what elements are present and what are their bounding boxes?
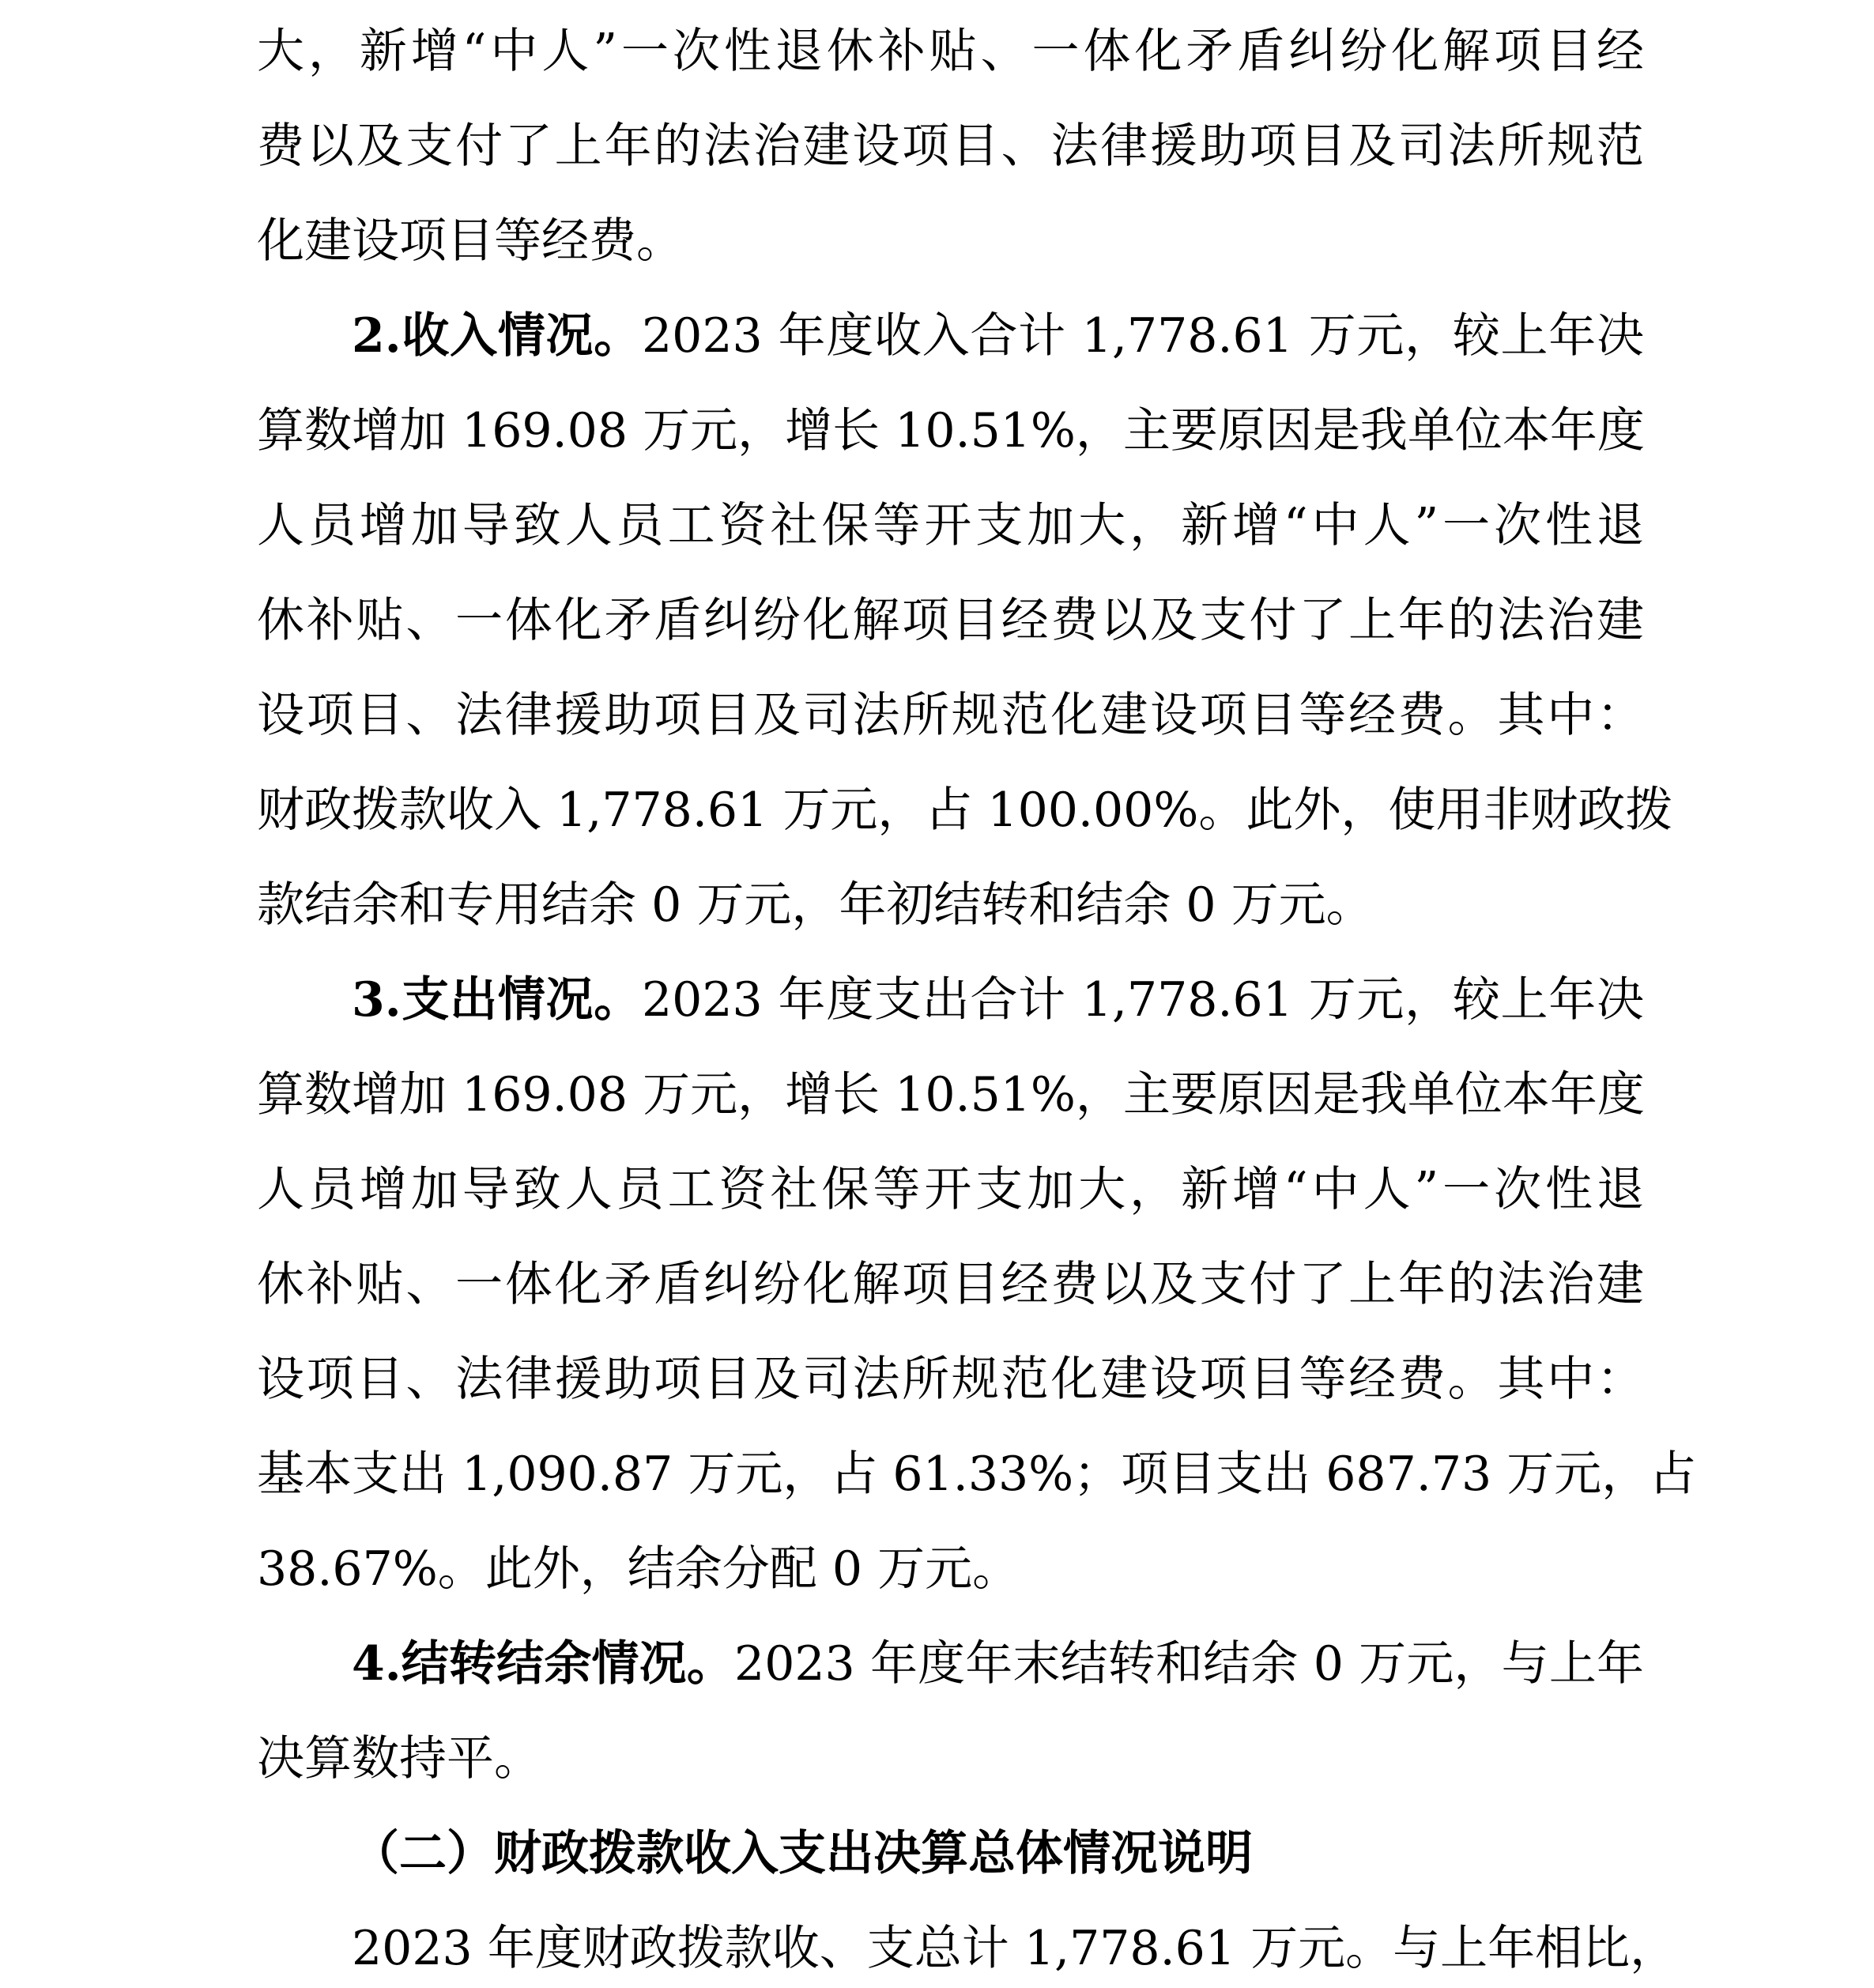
bold-text-run: （二）财政拨款收入支出决算总体情况说明: [352, 1826, 1253, 1881]
text-run: 费以及支付了上年的法治建设项目、法律援助项目及司法所规范: [257, 119, 1644, 174]
text-run: 款结余和专用结余 0 万元，年初结转和结余 0 万元。: [257, 877, 1374, 933]
text-run: 2023 年度财政拨款收、支总计 1,778.61 万元。与上年相比，: [352, 1921, 1678, 1976]
bold-text-run: 3.支出情况。: [352, 972, 642, 1028]
text-run: 休补贴、一体化矛盾纠纷化解项目经费以及支付了上年的法治建: [257, 593, 1644, 648]
para-income-line-7: [257, 858, 1644, 953]
para-income-line-5: [257, 668, 1644, 763]
text-run: 财政拨款收入 1,778.61 万元，占 100.00%。此外，使用非财政拨: [257, 783, 1673, 838]
document-body: [257, 4, 1697, 1988]
text-run: 2023 年度支出合计 1,778.61 万元，较上年决: [642, 972, 1644, 1028]
text-run: 休补贴、一体化矛盾纠纷化解项目经费以及支付了上年的法治建: [257, 1257, 1644, 1312]
heading-section-two-line-1: [257, 1806, 1644, 1901]
para-income-line-2: [257, 383, 1644, 478]
bold-text-run: 4.结转结余情况。: [352, 1636, 735, 1692]
text-run: 大，新增“中人”一次性退休补贴、一体化矛盾纠纷化解项目经: [257, 24, 1644, 79]
para-expenditure-line-7: [257, 1522, 1644, 1616]
para-continuation-line-3: [257, 194, 1644, 289]
text-run: 算数增加 169.08 万元，增长 10.51%，主要原因是我单位本年度: [257, 403, 1645, 458]
para-expenditure-line-1: [257, 953, 1644, 1047]
text-run: 38.67%。此外，结余分配 0 万元。: [257, 1541, 1020, 1597]
text-run: 决算数持平。: [257, 1731, 541, 1786]
para-expenditure-line-4: [257, 1237, 1644, 1332]
para-income-line-3: [257, 478, 1644, 573]
para-expenditure-line-6: [257, 1427, 1697, 1522]
para-expenditure-line-2: [257, 1047, 1644, 1142]
para-expenditure-line-5: [257, 1332, 1644, 1427]
text-run: 设项目、法律援助项目及司法所规范化建设项目等经费。其中：: [257, 1352, 1644, 1407]
text-run: 算数增加 169.08 万元，增长 10.51%，主要原因是我单位本年度: [257, 1067, 1645, 1122]
text-run: 化建设项目等经费。: [257, 213, 684, 269]
para-continuation-line-2: [257, 99, 1644, 194]
para-income-line-6: [257, 763, 1673, 858]
text-run: 人员增加导致人员工资社保等开支加大，新增“中人”一次性退: [257, 1162, 1644, 1217]
para-fiscal-total-line-1: [257, 1901, 1678, 1988]
text-run: 人员增加导致人员工资社保等开支加大，新增“中人”一次性退: [257, 498, 1644, 553]
bold-text-run: 2.收入情况。: [352, 308, 642, 364]
text-run: 2023 年度年末结转和结余 0 万元，与上年: [734, 1636, 1645, 1692]
para-expenditure-line-3: [257, 1142, 1644, 1237]
text-run: 基本支出 1,090.87 万元，占 61.33%；项目支出 687.73 万元，占: [257, 1447, 1697, 1502]
para-carryover-line-2: [257, 1711, 1644, 1806]
para-income-line-4: [257, 573, 1644, 668]
para-income-line-1: [257, 289, 1644, 383]
text-run: 设项目、法律援助项目及司法所规范化建设项目等经费。其中：: [257, 688, 1644, 743]
text-run: 2023 年度收入合计 1,778.61 万元，较上年决: [642, 308, 1644, 364]
para-continuation-line-1: [257, 4, 1644, 99]
para-carryover-line-1: [257, 1616, 1644, 1711]
